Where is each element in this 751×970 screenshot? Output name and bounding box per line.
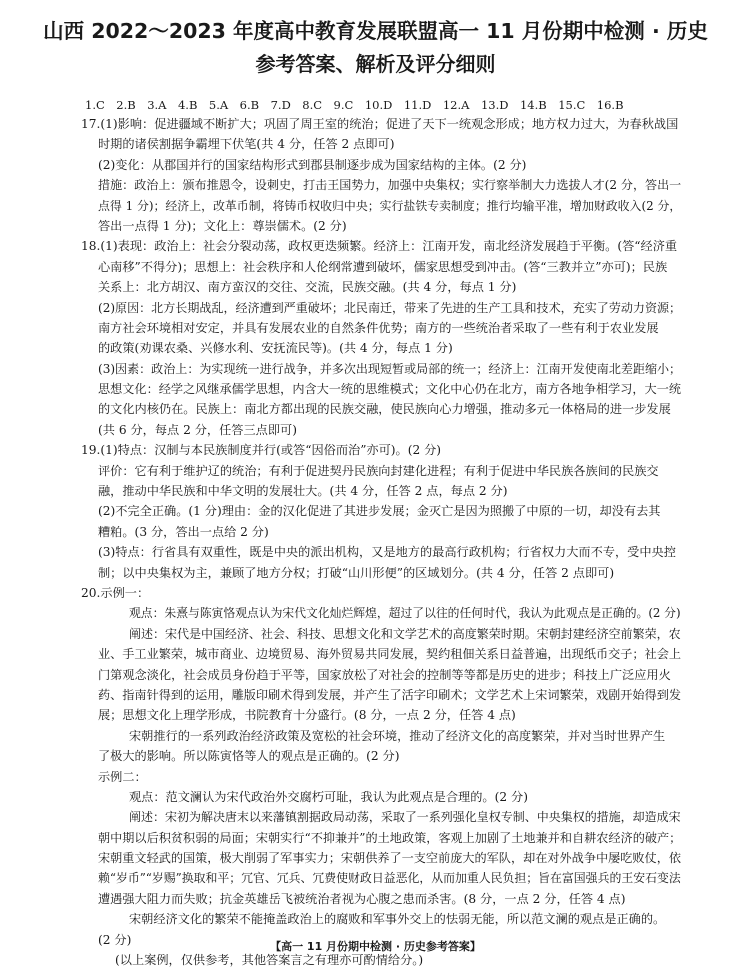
text-line: 阐述：宋代是中国经济、社会、科技、思想文化和文学艺术的高度繁荣时期。宋朝封建经济空前繁荣，农 <box>129 626 681 641</box>
page-title: 山西 2022～2023 年度高中教育发展联盟高一 11 月份期中检测 · 历史 <box>43 19 708 43</box>
text-line: 了极大的影响。所以陈寅恪等人的观点是正确的。(2 分) <box>98 749 400 764</box>
text-line: 赖“岁币”“岁赐”换取和平；冗官、冗兵、冗费使财政日益恶化，从而加重人民负担；旨在富国强兵的王安石变法 <box>98 871 681 886</box>
text-line: 18.(1)表现：政治上：社会分裂动荡，政权更迭频繁。经济上：江南开发，南北经济发展趋于平衡。(答“经济重 <box>81 239 678 254</box>
text-line: 宋朝经济文化的繁荣不能掩盖政治上的腐败和军事外交上的怯弱无能，所以范文澜的观点是正确的。 <box>129 912 666 927</box>
text-line: 展；思想文化上理学形成，书院教育十分盛行。(8 分，一点 2 分，任答 4 点) <box>98 708 516 723</box>
text-line: 关系上：北方胡汉、南方蛮汉的交往、交流，民族交融。(共 4 分，每点 1 分) <box>98 280 517 295</box>
text-line: 南方社会环境相对安定，并具有发展农业的自然条件优势；南方的一些统治者采取了一些有利于农业发展 <box>98 320 659 335</box>
text-line: (3)特点：行省具有双重性，既是中央的派出机构，又是地方的最高行政机构；行省权力大而不专，受中央控 <box>98 545 676 560</box>
text-line: 遭遇强大阻力而失败；抗金英雄岳飞被统治者视为心腹之患而杀害。(8 分，一点 2 分，任答 4 点) <box>98 891 626 906</box>
text-line: 糟粕。(3 分，答出一点给 2 分) <box>98 524 269 539</box>
text-line: 心南移”不得分)；思想上：社会秩序和人伦纲常遭到破坏，儒家思想受到冲击。(答“三教并立”亦可)；民族 <box>98 259 668 274</box>
text-line: (2)变化：从郡国并行的国家结构形式到郡县制逐步成为国家结构的主体。(2 分) <box>98 157 527 172</box>
text-line: 19.(1)特点：汉制与本民族制度并行(或答“因俗而治”亦可)。(2 分) <box>81 443 442 458</box>
text-line: 评价：它有利于维护辽的统治；有利于促进契丹民族向封建化进程；有利于促进中华民族各族间的民族交 <box>98 463 659 478</box>
text-line: 朝中期以后积贫积弱的局面；宋朝实行“不抑兼并”的土地政策，客观上加剧了土地兼并和自耕农经济的破产； <box>98 830 681 845</box>
text-line: 答出一点得 1 分)；文化上：尊崇儒术。(2 分) <box>98 218 347 233</box>
text-line: 宋朝推行的一系列政治经济政策及宽松的社会环境，推动了经济文化的高度繁荣，并对当时世界产生 <box>129 728 666 743</box>
text-line: 措施：政治上：颁布推恩令，设刺史，打击王国势力，加强中央集权；实行察举制大力选拔人才(2 分，答出一 <box>98 178 681 193</box>
text-line: 门第观念淡化，社会成员身份趋于平等，国家放松了对社会的控制等等都是历史的进步；科技上广泛应用火 <box>98 667 671 682</box>
text-line: (2)不完全正确。(1 分)理由：金的汉化促进了其进步发展；金灭亡是因为照搬了中原的一切，却没有去其 <box>98 504 661 519</box>
page-subtitle: 参考答案、解析及评分细则 <box>255 52 496 76</box>
text-line: 观点：朱熹与陈寅恪观点认为宋代文化灿烂辉煌，超过了以往的任何时代，我认为此观点是正确的。(2 分) <box>129 606 681 621</box>
text-line: 观点：范文澜认为宋代政治外交腐朽可耻，我认为此观点是合理的。(2 分) <box>129 789 528 804</box>
text-line: 业、手工业繁荣，城市商业、边境贸易、海外贸易共同发展，契约租佃关系日益普遍，出现纸币交子；社会上 <box>98 647 681 662</box>
text-line: 17.(1)影响：促进疆域不断扩大；巩固了周王室的统治；促进了天下一统观念形成；地方权力过大，为春秋战国 <box>81 117 679 131</box>
text-line: 时期的诸侯割据争霸埋下伏笔(共 4 分，任答 2 点即可) <box>98 137 395 152</box>
text-line: (3)因素：政治上：为实现统一进行战争，并多次出现短暂或局部的统一；经济上：江南开发使南北差距缩小； <box>98 361 681 376</box>
text-line: 融，推动中华民族和中华文明的发展壮大。(共 4 分，任答 2 点，每点 2 分) <box>98 484 508 499</box>
text-line: 点得 1 分)；经济上，改革币制，将铸币权收归中央；实行盐铁专卖制度；推行均输平准，增加财政收入(2 分， <box>98 198 681 213</box>
text-line: 宋朝重文轻武的国策，极大削弱了军事实力；宋朝供养了一支空前庞大的军队，却在对外战争中屡吃败仗，依 <box>98 851 681 866</box>
text-line: (2)原因：北方长期战乱，经济遭到严重破坏；北民南迁，带来了先进的生产工具和技术，充实了劳动力资源； <box>98 300 681 315</box>
text-line: 20.示例一： <box>81 585 150 600</box>
text-line: 示例二： <box>98 769 147 784</box>
text-line: 药、指南针得到的运用，雕版印刷术得到发展，并产生了活字印刷术；文学艺术上宋词繁荣，戏剧开始得到发 <box>98 687 681 702</box>
answer-body <box>81 114 681 970</box>
page-footer: 【高一 11 月份期中检测 · 历史参考答案】 <box>270 940 481 953</box>
text-line: (共 6 分，每点 2 分，任答三点即可) <box>98 422 297 437</box>
choice-answers: 1.C 2.B 3.A 4.B 5.A 6.B 7.D 8.C 9.C 10.D 11.D 12.A 13.D 14.B 15.C 16.B <box>85 98 624 112</box>
text-line: (以上案例，仅供参考，其他答案言之有理亦可酌情给分。) <box>115 953 424 968</box>
text-line: 思想文化：经学之风继承儒学思想，内含大一统的思维模式；文化中心仍在北方，南方各地争相学习，大一统 <box>98 382 681 397</box>
text-line: (2 分) <box>98 932 132 947</box>
text-line: 制；以中央集权为主，兼顾了地方分权；打破“山川形便”的区域划分。(共 4 分，任答 2 点即可) <box>98 565 615 580</box>
text-line: 阐述：宋初为解决唐末以来藩镇割据政局动荡，采取了一系列强化皇权专制、中央集权的措施，却造成宋 <box>129 810 681 825</box>
text-line: 的文化内核仍在。民族上：南北方都出现的民族交融，使民族向心力增强，推动多元一体格局的进一步发展 <box>98 402 671 417</box>
text-line: 的政策(劝课农桑、兴修水利、安抚流民等)。(共 4 分，每点 1 分) <box>98 341 453 356</box>
